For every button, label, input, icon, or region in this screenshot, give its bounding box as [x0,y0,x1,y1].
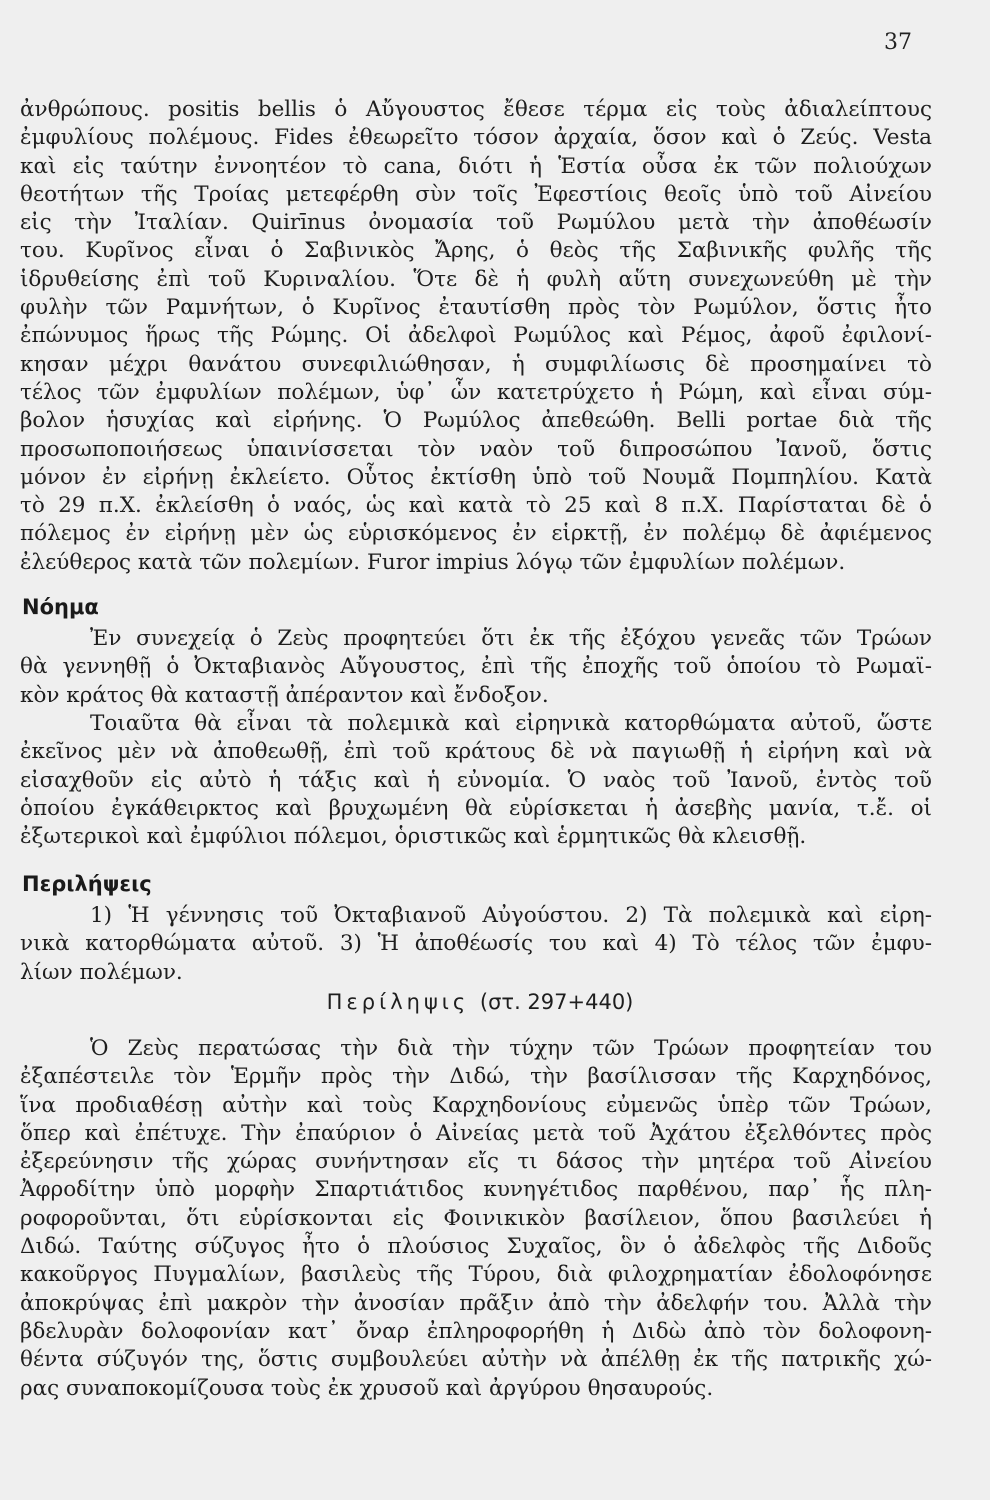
text-line: φυλὴν τῶν Ραμνήτων, ὁ Κυρῖνος ἐταυτίσθη πρὸς τὸν Ρωμύλον, ὅστις ἦτο [20,295,932,321]
text-line: κακοῦργος Πυγμαλίων, βασιλεὺς τῆς Τύρου, διὰ φιλοχρηματίαν ἐδολοφόνησε [20,1262,932,1288]
text-line: θὰ γεννηθῇ ὁ Ὀκταβιανὸς Αὔγουστος, ἐπὶ τῆς ἐποχῆς τοῦ ὁποίου τὸ Ρωμαϊ- [20,654,932,680]
text-line: μόνον ἐν εἰρήνῃ ἐκλείετο. Οὗτος ἐκτίσθη ὑπὸ τοῦ Νουμᾶ Πομπηλίου. Κατὰ [20,464,932,490]
text-line: ἀνθρώπους. positis bellis ὁ Αὔγουστος ἔθεσε τέρμα εἰς τοὺς ἀδιαλείπτους [20,97,932,122]
text-line: κησαν μέχρι θανάτου συνεφιλιώθησαν, ἡ συμφιλίωσις δὲ προσημαίνει τὸ [20,351,932,377]
text-line: ἐξωτερικοὶ καὶ ἐμφύλιοι πόλεμοι, ὁριστικῶς καὶ ἑρμητικῶς θὰ κλεισθῇ. [20,824,807,850]
summary-heading [0,990,960,1014]
text-line: ἐξερεύνησιν τῆς χώρας συνήντησαν εἴς τι δάσος τὴν μητέρα τοῦ Αἰνείου [20,1149,932,1175]
text-line: του. Κυρῖνος εἶναι ὁ Σαβινικὸς Ἄρης, ὁ θεὸς τῆς Σαβινικῆς φυλῆς τῆς [20,238,932,264]
text-line: Τοιαῦτα θὰ εἶναι τὰ πολεμικὰ καὶ εἰρηνικὰ κατορθώματα αὐτοῦ, ὥστε [90,711,932,736]
text-line: ἐμφυλίους πολέμους. Fides ἐθεωρεῖτο τόσον ἀρχαία, ὅσον καὶ ὁ Ζεύς. Vesta [20,125,932,151]
summary-heading-ref: (στ. 297+440) [479,990,634,1014]
noima-paragraph-2 [20,710,932,851]
text-line: λίων πολέμων. [20,959,183,985]
text-line: κὸν κράτος θὰ καταστῇ ἀπέραντον καὶ ἔνδοξον. [20,682,549,708]
section-heading-noima: Νόημα [22,595,99,619]
text-line: πόλεμος ἐν εἰρήνῃ μὲν ὡς εὑρισκόμενος ἐν εἱρκτῇ, ἐν πολέμῳ δὲ ἀφιέμενος [20,521,932,547]
summary-heading-word: Περίληψις [326,990,470,1014]
text-line: ἐξαπέστειλε τὸν Ἑρμῆν πρὸς τὴν Διδώ, τὴν βασίλισσαν τῆς Καρχηδόνος, [20,1064,932,1090]
text-line: ἐκεῖνος μὲν νὰ ἀποθεωθῇ, ἐπὶ τοῦ κράτους δὲ νὰ παγιωθῇ ἡ εἰρήνη καὶ νὰ [20,739,932,765]
text-line: τὸ 29 π.Χ. ἐκλείσθη ὁ ναός, ὡς καὶ κατὰ τὸ 25 καὶ 8 π.Χ. Παρίσταται δὲ ὁ [20,493,932,519]
text-line: προσωποποιήσεως ὑπαινίσσεται τὸν ναὸν τοῦ διπροσώπου Ἰανοῦ, ὅστις [20,436,932,462]
section-heading-perilipseis: Περιλήψεις [22,872,152,896]
text-line: Διδώ. Ταύτης σύζυγος ἦτο ὁ πλούσιος Συχαῖος, ὃν ὁ ἀδελφὸς τῆς Διδοῦς [20,1234,932,1260]
text-line: εἰσαχθοῦν εἰς αὐτὸ ἡ τάξις καὶ ἡ εὐνομία. Ὁ ναὸς τοῦ Ἰανοῦ, ἐντὸς τοῦ [20,767,932,793]
text-line: ἱδρυθείσης ἐπὶ τοῦ Κυριναλίου. Ὅτε δὲ ἡ φυλὴ αὕτη συνεχωνεύθη μὲ τὴν [20,266,932,292]
text-line: θέντα σύζυγόν της, ὅστις συμβουλεύει αὐτὴν νὰ ἀπέλθῃ ἐκ τῆς πατρικῆς χώ- [20,1347,932,1373]
text-line: Ἀφροδίτην ὑπὸ μορφὴν Σπαρτιάτιδος κυνηγέτιδος παρθένου, παρ᾽ ἧς πλη- [20,1177,932,1203]
text-line: καὶ εἰς ταύτην ἐννοητέον τὸ cana, διότι ἡ Ἑστία οὖσα ἐκ τῶν πολιούχων [20,153,932,179]
text-line: θεοτήτων τῆς Τροίας μετεφέρθη σὺν τοῖς Ἐφεστίοις θεοῖς ὑπὸ τοῦ Αἰνείου [20,181,932,207]
text-line: ροφοροῦνται, ὅτι εὑρίσκονται εἰς Φοινικικὸν βασίλειον, ὅπου βασιλεύει ἡ [20,1205,932,1231]
perilipseis-paragraph [20,902,932,987]
text-line: εἰς τὴν Ἰταλίαν. Quirīnus ὀνομασία τοῦ Ρωμύλου μετὰ τὴν ἀποθέωσίν [20,210,932,236]
noima-paragraph-1 [20,625,932,710]
text-line: 1) Ἡ γέννησις τοῦ Ὀκταβιανοῦ Αὐγούστου. 2) Τὰ πολεμικὰ καὶ εἰρη- [90,903,932,928]
page-number: 37 [884,30,912,55]
text-line: ρας συναποκομίζουσα τοὺς ἐκ χρυσοῦ καὶ ἀργύρου θησαυρούς. [20,1375,714,1401]
summary-paragraph [20,1035,932,1403]
text-line: ἀποκρύψας ἐπὶ μακρὸν τὴν ἀνοσίαν πρᾶξιν ἀπὸ τὴν ἀδελφήν του. Ἀλλὰ τὴν [20,1290,932,1316]
text-line: Ὁ Ζεὺς περατώσας τὴν διὰ τὴν τύχην τῶν Τρώων προφητείαν του [90,1036,932,1061]
text-line: Ἐν συνεχείᾳ ὁ Ζεὺς προφητεύει ὅτι ἐκ τῆς ἐξόχου γενεᾶς τῶν Τρώων [90,626,932,651]
text-line: ἐπώνυμος ἥρως τῆς Ρώμης. Οἱ ἀδελφοὶ Ρωμύλος καὶ Ρέμος, ἀφοῦ ἐφιλονί- [20,323,932,349]
text-line: βολον ἡσυχίας καὶ εἰρήνης. Ὁ Ρωμύλος ἀπεθεώθη. Belli portae διὰ τῆς [20,408,932,434]
text-line: ἐλεύθερος κατὰ τῶν πολεμίων. Furor impius λόγῳ τῶν ἐμφυλίων πολέμων. [20,549,846,575]
text-line: ὁποίου ἐγκάθειρκτος καὶ βρυχωμένη θὰ εὑρίσκεται ἡ ἀσεβὴς μανία, τ.ἔ. οἱ [20,795,932,821]
text-line: βδελυρὰν δολοφονίαν κατ᾽ ὄναρ ἐπληροφορήθη ἡ Διδὼ ἀπὸ τὸν δολοφονη- [20,1318,932,1344]
text-line: νικὰ κατορθώματα αὐτοῦ. 3) Ἡ ἀποθέωσίς του καὶ 4) Τὸ τέλος τῶν ἐμφυ- [20,931,932,957]
text-line: ὅπερ καὶ ἐπέτυχε. Τὴν ἐπαύριον ὁ Αἰνείας μετὰ τοῦ Ἀχάτου ἐξελθόντες πρὸς [20,1120,932,1146]
text-line: τέλος τῶν ἐμφυλίων πολέμων, ὑφ᾽ ὧν κατετρύχετο ἡ Ρώμη, καὶ εἶναι σύμ- [20,379,932,405]
commentary-paragraph [20,96,932,577]
text-line: ἵνα προδιαθέσῃ αὐτὴν καὶ τοὺς Καρχηδονίους εὐμενῶς ὑπὲρ τῶν Τρώων, [20,1092,932,1118]
